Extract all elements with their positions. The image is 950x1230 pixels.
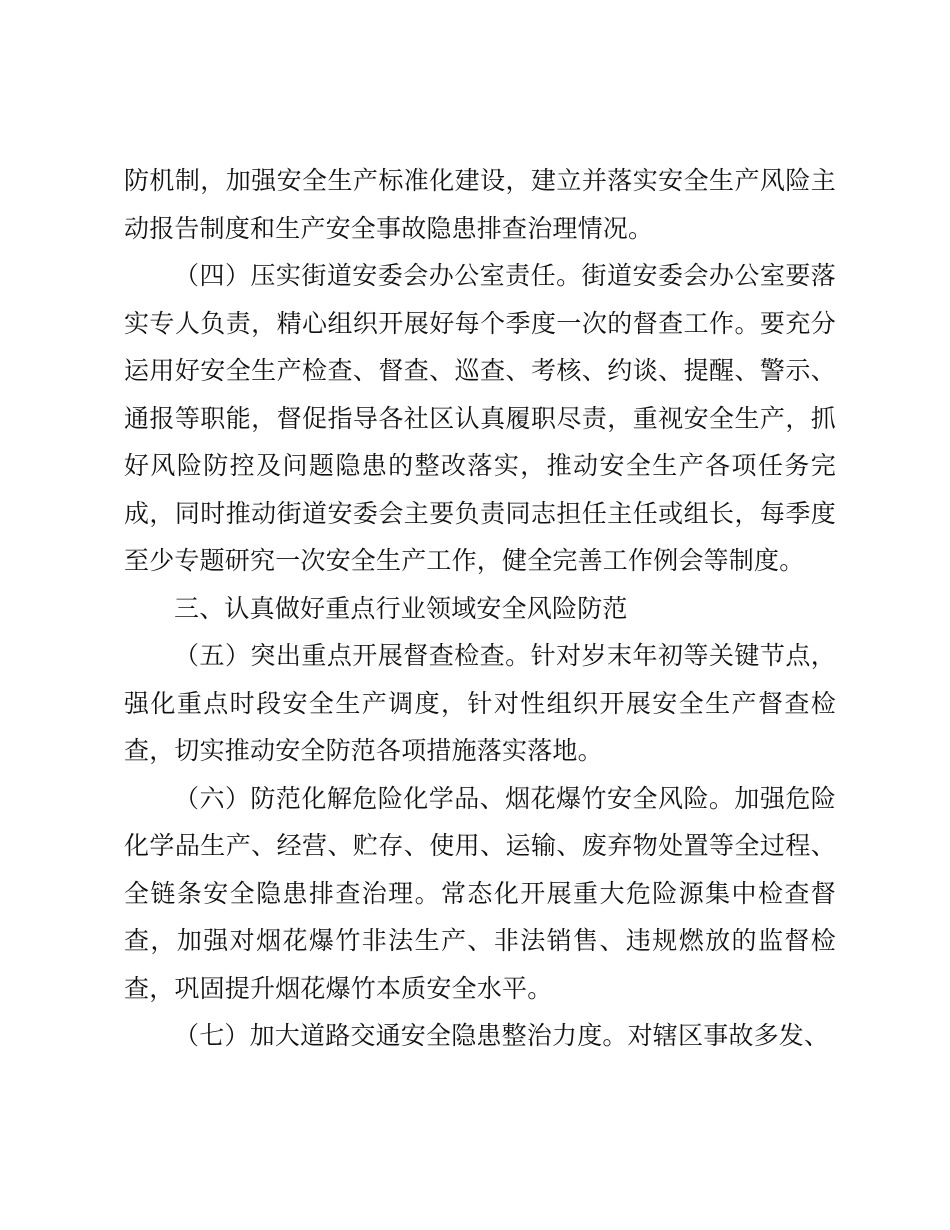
paragraph-section-5: （五）突出重点开展督查检查。针对岁末年初等关键节点，强化重点时段安全生产调度，针对性组织开展安全生产督查检查，切实推动安全防范各项措施落实落地。 <box>124 641 836 765</box>
paragraph-section-4: （四）压实街道安委会办公室责任。街道安委会办公室要落实专人负责，精心组织开展好每个季度一次的督查工作。要充分运用好安全生产检查、督查、巡查、考核、约谈、提醒、警示、通报等职能，督促指导各社区认真履职尽责，重视安全生产，抓好风险防控及问题隐患的整改落实，推动安全生产各项任务完成，同时推动街道安委会主要负责同志担任主任或组长，每季度至少专题研究一次安全生产工作，健全完善工作例会等制度。 <box>124 261 836 575</box>
heading-section-3: 三、认真做好重点行业领域安全风险防范 <box>174 593 628 623</box>
paragraph-section-6: （六）防范化解危险化学品、烟花爆竹安全风险。加强危险化学品生产、经营、贮存、使用、运输、废弃物处置等全过程、全链条安全隐患排查治理。常态化开展重大危险源集中检查督查，加强对烟花爆竹非法生产、非法销售、违规燃放的监督检查，巩固提升烟花爆竹本质安全水平。 <box>124 783 836 1003</box>
paragraph-continuation: 防机制，加强安全生产标准化建设，建立并落实安全生产风险主动报告制度和生产安全事故隐患排查治理情况。 <box>124 166 836 243</box>
paragraph-section-7: （七）加大道路交通安全隐患整治力度。对辖区事故多发、 <box>174 1021 830 1050</box>
document-body <box>124 157 836 1060</box>
